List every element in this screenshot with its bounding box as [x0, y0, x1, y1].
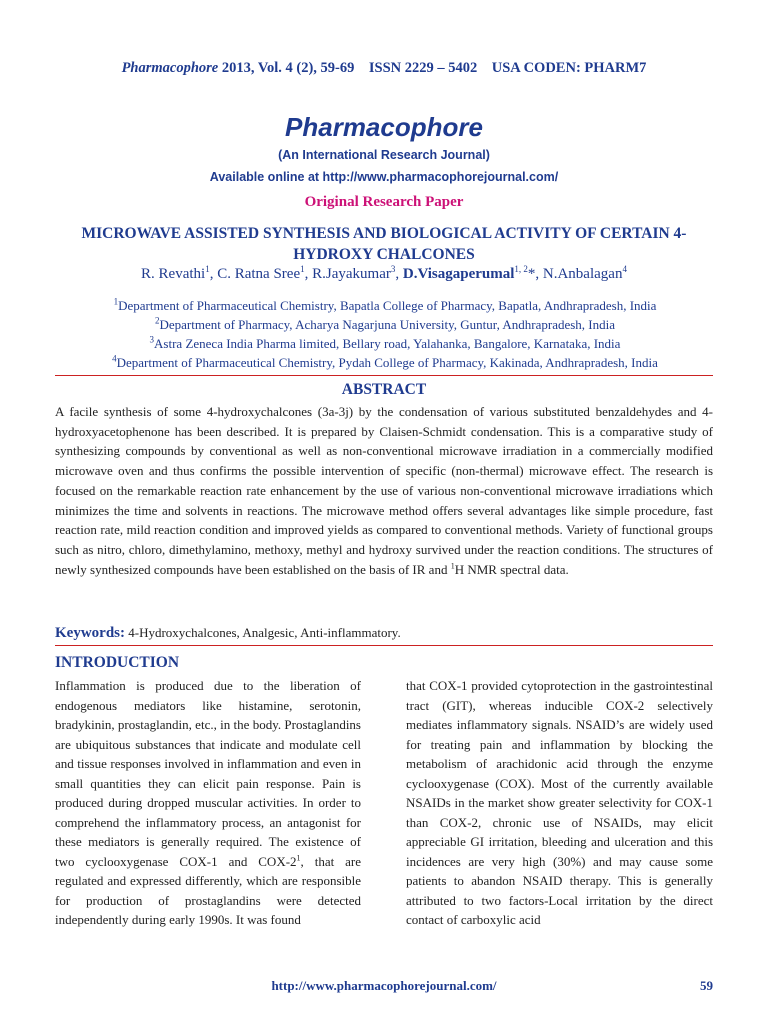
author-affil-sup: 1	[205, 264, 210, 274]
citation-header	[0, 60, 768, 77]
keywords-label: Keywords:	[55, 625, 125, 641]
introduction-left-column: Inflammation is produced due to the liberation of endogenous mediators like histamine, serotonin, bradykinin, prostaglandin, etc., in the body. Prostaglandins are ubiquitous substances that indicate and modulate cell and tissue responses involved in inflammation and even in small quantities they can elicit pain response. Pain is produced during dropped muscular activities. In order to comprehend the inflammatory process, an antagonist for these mediators is generally required. The existence of two cyclooxygenase COX-1 and COX-$2^1$, that are regulated and expressed differently, which are responsible for production of prostaglandins were detected independently during early 1990s. It was found	[55, 678, 361, 927]
affiliation-list	[40, 296, 730, 372]
author-affil-sup: 4	[622, 264, 627, 274]
author-name: C. Ratna Sree	[217, 266, 301, 282]
author-name: N.Anbalagan	[542, 266, 623, 282]
citation-sup: 1	[296, 853, 301, 863]
journal-subtitle: (An International Research Journal)	[278, 148, 490, 162]
header-journal-name: Pharmacophore	[121, 60, 219, 76]
author-affil-sup: 1	[300, 264, 305, 274]
abstract-body: A facile synthesis of some 4-hydroxychalcones (3a-3j) by the condensation of various substituted benzaldehydes and 4-hydroxyacetophenone has been described. It is prepared by Claisen-Schmidt condensation. This is a comparative study of synthesizing compounds by conventional as well as non-conventional microwave irradiation in a commercially modified microwave oven and thus confirms the possible intervention of specific (non-thermal) microwave effect. The research is focused on the remarkable reaction rate enhancement by the use of various non-conventional microwave irradiations which minimizes the time and solvents in reactions. The microwave method offers several advantages like simple procedure, fast reaction rate, mild reaction condition and improved yields as compared to conventional methods. Variety of functional groups such as nitro, chloro, dimethylamino, methoxy, methyl and hydroxy survived under the reaction conditions. The structures of newly synthesized compounds have been established on the basis of IR and $^1$H NMR spectral data.	[55, 404, 713, 577]
author-list: R. Revathi$^1$, C. Ratna Sree$^1$, R.Jayakumar$^3$, D.Visagaperumal$^{1, 2}$*, N.Anbalagan$^4$	[141, 264, 627, 282]
keywords-line	[55, 625, 713, 642]
header-citation: 2013, Vol. 4 (2), 59-69 ISSN 2229 – 5402 USA CODEN: PHARM7	[218, 60, 647, 76]
author-name: R. Revathi	[141, 266, 206, 282]
author-name: R.Jayakumar	[312, 266, 391, 282]
divider-rule	[55, 645, 713, 646]
paper-title: MICROWAVE ASSISTED SYNTHESIS AND BIOLOGICAL ACTIVITY OF CERTAIN 4-HYDROXY CHALCONES	[81, 225, 687, 263]
affiliation: $^3$Astra Zeneca India Pharma limited, Bellary road, Yalahanka, Bangalore, Karnataka, India	[149, 334, 621, 351]
affiliation: $^2$Department of Pharmacy, Acharya Nagarjuna University, Guntur, Andhrapradesh, India	[154, 315, 616, 332]
introduction-heading: INTRODUCTION	[55, 654, 180, 671]
abstract-heading: ABSTRACT	[341, 381, 427, 398]
affiliation: $^4$Department of Pharmaceutical Chemistry, Pydah College of Pharmacy, Kakinada, Andhrapradesh, India	[112, 353, 658, 370]
affiliation: $^1$Department of Pharmaceutical Chemistry, Bapatla College of Pharmacy, Bapatla, Andhrapradesh, India	[113, 296, 657, 313]
corresponding-author-name: D.Visagaperumal	[402, 266, 515, 282]
divider-rule	[55, 375, 713, 376]
keywords-text: 4-Hydroxychalcones, Analgesic, Anti-inflammatory.	[125, 625, 401, 640]
journal-online-link[interactable]: Available online at http://www.pharmacophorejournal.com/	[209, 170, 559, 184]
nmr-sup: 1	[450, 561, 455, 571]
page-number: 59	[700, 978, 713, 993]
author-affil-sup: 3	[390, 264, 396, 274]
author-affil-sup: 1, 2	[514, 264, 528, 274]
journal-title: Pharmacophore	[285, 112, 483, 142]
corresponding-mark: *	[527, 266, 536, 282]
paper-type: Original Research Paper	[304, 194, 464, 210]
introduction-right-column: that COX-1 provided cytoprotection in the gastrointestinal tract (GIT), whereas inducible COX-2 selectively mediates inflammatory signals. NSAID’s are widely used for treating pain and inflammation by blocking the metabolism of arachidonic acid through the enzyme cyclooxygenase (COX). Most of the currently available NSAIDs in the market show greater selectivity for COX-1 than COX-2, chronic use of NSAIDs, may elicit appreciable GI irritation, bleeding and ulceration and this incidences are very high (30%) and may cause some patients to abandon NSAID therapy. This is generally attributed to two factors-Local irritation by the direct contact of carboxylic acid	[406, 678, 713, 927]
footer-url-link[interactable]: http://www.pharmacophorejournal.com/	[271, 978, 497, 993]
